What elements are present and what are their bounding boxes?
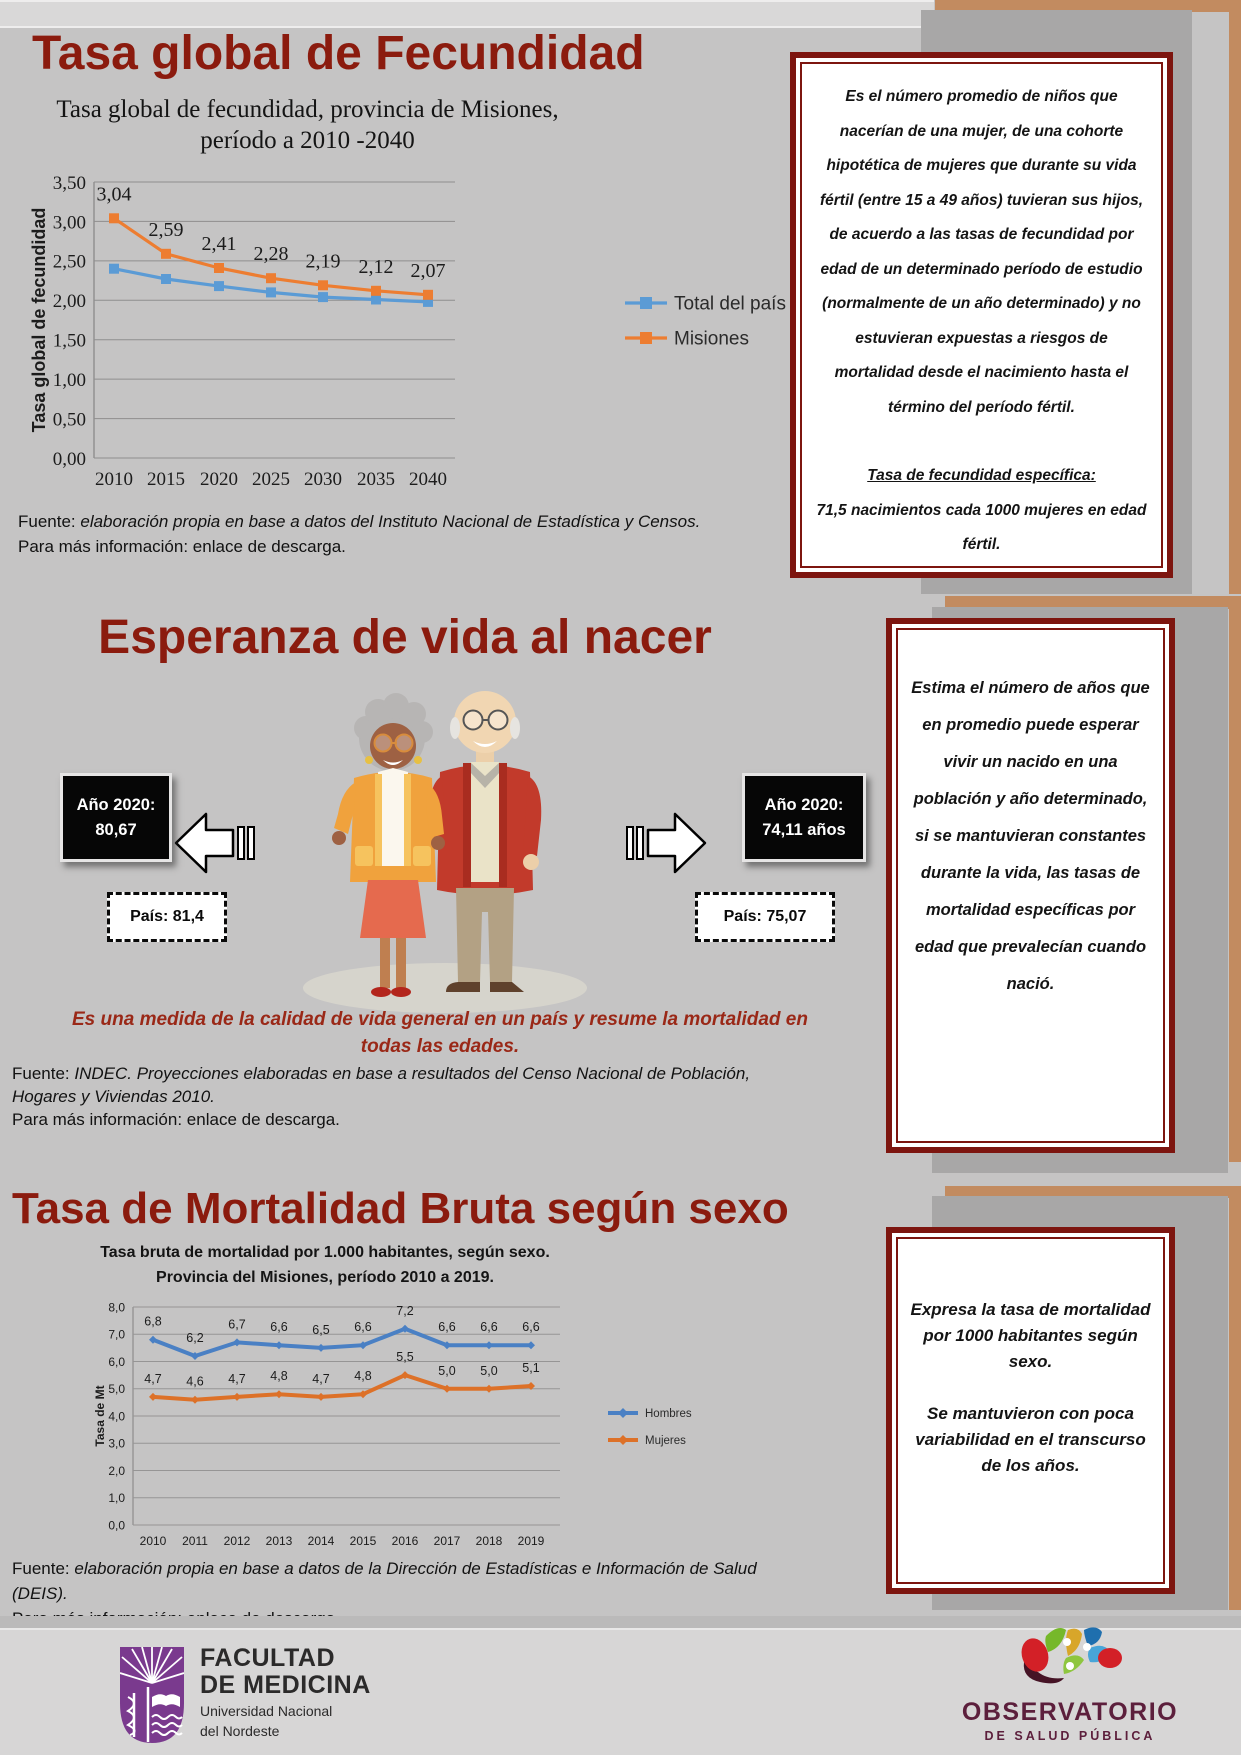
fertility-chart-title (0, 94, 615, 156)
svg-text:Tasa global de fecundidad: Tasa global de fecundidad (29, 207, 49, 433)
observatorio-logo (950, 1622, 1190, 1744)
left-country-box (107, 892, 227, 942)
svg-text:Misiones: Misiones (674, 328, 749, 350)
observatorio-line1: OBSERVATORIO (961, 1698, 1179, 1726)
fertility-chart-title-line1: Tasa global de fecundidad, provincia de Misiones, (56, 96, 559, 123)
facultad-sub2: del Nordeste (200, 1723, 280, 1739)
svg-text:2018: 2018 (475, 1534, 503, 1548)
svg-text:1,00: 1,00 (52, 369, 86, 391)
download-link: enlace de descarga. (192, 537, 346, 556)
svg-text:7,0: 7,0 (108, 1327, 125, 1342)
svg-text:5,1: 5,1 (522, 1361, 540, 1375)
svg-text:4,8: 4,8 (354, 1369, 372, 1384)
facultad-shield-icon (118, 1645, 186, 1745)
more-info-label: Para más información: (12, 1110, 187, 1129)
svg-text:2013: 2013 (265, 1534, 293, 1548)
mortalidad-line-chart (88, 1292, 748, 1554)
svg-text:2017: 2017 (433, 1534, 461, 1548)
mortality-chart-title-line2: Provincia del Misiones, período 2010 a 2019. (156, 1269, 494, 1286)
svg-text:5,0: 5,0 (438, 1363, 456, 1378)
mortality-info-panel (886, 1227, 1175, 1594)
svg-text:5,5: 5,5 (396, 1350, 414, 1365)
facultad-sub1: Universidad Nacional (200, 1703, 333, 1719)
source-label: Fuente: (12, 1559, 75, 1578)
svg-text:2010: 2010 (95, 469, 133, 490)
svg-text:2,50: 2,50 (52, 251, 86, 273)
mortality-trend-text: Se mantuvieron con poca variabilidad en el transcurso de los años. (915, 1404, 1146, 1475)
svg-text:Total del país: Total del país (674, 293, 786, 315)
facultad-line1: FACULTAD (200, 1644, 335, 1672)
fertility-chart-title-line2: período a 2010 -2040 (200, 127, 415, 154)
svg-text:0,00: 0,00 (52, 448, 86, 470)
right-arrow-icon (620, 806, 708, 880)
section-divider-2 (0, 0, 932, 28)
svg-text:1,0: 1,0 (108, 1491, 125, 1506)
svg-text:2,07: 2,07 (410, 259, 446, 282)
left-country-value: País: 81,4 (130, 908, 204, 925)
svg-text:7,2: 7,2 (396, 1303, 414, 1318)
svg-text:5,0: 5,0 (480, 1363, 498, 1378)
left-arrow-icon (173, 806, 261, 880)
svg-text:2,00: 2,00 (52, 291, 86, 313)
svg-text:2035: 2035 (357, 469, 395, 490)
fecundidad-line-chart (25, 150, 790, 495)
left-year-box (60, 773, 172, 862)
source-text: INDEC. Proyecciones elaboradas en base a resultados del Censo Nacional de Población, Hogares y Viviendas 2010. (12, 1064, 751, 1106)
fertility-source (18, 509, 788, 559)
observatorio-line2: DE SALUD PÚBLICA (984, 1729, 1156, 1743)
life-expectancy-info-panel (886, 618, 1175, 1153)
svg-text:6,6: 6,6 (270, 1320, 288, 1335)
source-text: elaboración propia en base a datos de la Dirección de Estadísticas e Información de Salud (DEIS). (12, 1559, 757, 1603)
svg-text:6,5: 6,5 (312, 1322, 330, 1337)
life-expectancy-definition-text: Estima el número de años que en promedio puede esperar vivir un nacido en una población y año determinado, si se mantuvieran constantes durante la vida, las tasas de mortalidad específicas por edad que prevalecían cuando nació. (911, 679, 1150, 993)
man-figure (430, 691, 541, 992)
right-year-box (742, 773, 866, 862)
svg-text:Mujeres: Mujeres (645, 1435, 686, 1448)
mortality-chart-title-line1: Tasa bruta de mortalidad por 1.000 habitantes, según sexo. (100, 1244, 550, 1261)
mortality-chart-title (0, 1240, 650, 1290)
svg-text:4,7: 4,7 (312, 1371, 330, 1386)
facultad-line2: DE MEDICINA (200, 1671, 371, 1699)
svg-text:2040: 2040 (409, 469, 447, 490)
life-expectancy-heading: Esperanza de vida al nacer (98, 611, 712, 664)
left-year-label: Año 2020: (76, 795, 156, 814)
observatorio-brain-icon (1018, 1622, 1122, 1692)
svg-text:3,50: 3,50 (52, 172, 86, 194)
svg-text:2012: 2012 (223, 1534, 251, 1548)
svg-text:Tasa de Mt: Tasa de Mt (93, 1385, 107, 1447)
right-year-value: 74,11 años (762, 820, 846, 839)
woman-figure (332, 693, 445, 997)
svg-text:4,6: 4,6 (186, 1374, 204, 1389)
svg-text:3,00: 3,00 (52, 212, 86, 234)
svg-text:6,6: 6,6 (354, 1320, 372, 1335)
left-year-value: 80,67 (95, 820, 137, 839)
svg-text:0,50: 0,50 (52, 409, 86, 431)
svg-text:6,2: 6,2 (186, 1331, 204, 1345)
svg-text:2015: 2015 (349, 1534, 377, 1548)
svg-text:4,7: 4,7 (228, 1371, 246, 1386)
fertility-definition-text: Es el número promedio de niños que nacerían de una mujer, de una cohorte hipotética de mujeres que durante su vida fértil (entre 15 a 49 años) tuvieran sus hijos, de acuerdo a las tasas de fecundidad por edad de un determinado período de estudio (normalmente de un año determinado) y no estuvieran expuestas a riesgos de mortalidad desde el nacimiento hasta el término del período fértil. (819, 88, 1144, 416)
right-country-value: País: 75,07 (723, 908, 807, 925)
mortality-heading: Tasa de Mortalidad Bruta según sexo (12, 1184, 789, 1233)
svg-text:2020: 2020 (200, 469, 238, 490)
svg-text:2030: 2030 (304, 469, 342, 490)
source-label: Fuente: (12, 1064, 75, 1083)
svg-text:2011: 2011 (182, 1534, 208, 1548)
svg-text:2014: 2014 (307, 1534, 335, 1548)
svg-text:6,6: 6,6 (438, 1320, 456, 1335)
svg-text:4,0: 4,0 (108, 1409, 125, 1424)
fertility-info-panel (790, 52, 1173, 578)
svg-text:3,04: 3,04 (96, 183, 132, 206)
svg-text:6,8: 6,8 (144, 1314, 162, 1329)
tan-accent-bar-right-3 (1229, 1186, 1241, 1610)
svg-text:2,28: 2,28 (253, 243, 289, 266)
svg-text:2,0: 2,0 (108, 1463, 125, 1478)
svg-text:6,6: 6,6 (522, 1320, 540, 1335)
svg-text:6,0: 6,0 (108, 1354, 125, 1369)
life-expectancy-caption: Es una medida de la calidad de vida general en un país y resume la mortalidad en todas las edades. (72, 1009, 808, 1057)
download-link: enlace de descarga. (186, 1110, 340, 1129)
svg-text:Hombres: Hombres (645, 1408, 692, 1421)
right-country-box (695, 892, 835, 942)
facultad-medicina-logo (118, 1645, 371, 1745)
svg-text:4,7: 4,7 (144, 1371, 162, 1386)
svg-text:2019: 2019 (517, 1534, 545, 1548)
fertility-heading: Tasa global de Fecundidad (32, 27, 645, 80)
fertility-specific-rate-value: 71,5 nacimientos cada 1000 mujeres en edad fértil. (816, 501, 1147, 553)
svg-text:2,59: 2,59 (148, 218, 184, 241)
life-expectancy-source (12, 1062, 800, 1131)
svg-text:2,19: 2,19 (305, 250, 341, 273)
svg-text:1,50: 1,50 (52, 330, 86, 352)
svg-text:5,0: 5,0 (108, 1382, 125, 1397)
svg-text:3,0: 3,0 (108, 1436, 125, 1451)
right-year-label: Año 2020: (764, 795, 844, 814)
tan-accent-bar-right-2 (1229, 596, 1241, 1162)
svg-text:2,41: 2,41 (201, 233, 237, 255)
svg-text:2015: 2015 (147, 469, 185, 490)
elderly-couple-illustration (290, 650, 590, 1015)
svg-text:4,8: 4,8 (270, 1369, 288, 1384)
svg-text:2,12: 2,12 (358, 255, 394, 278)
svg-text:6,6: 6,6 (480, 1320, 498, 1335)
svg-text:2016: 2016 (391, 1534, 419, 1548)
source-text: elaboración propia en base a datos del Instituto Nacional de Estadística y Censos. (80, 512, 701, 531)
svg-text:0,0: 0,0 (108, 1518, 125, 1533)
svg-text:2010: 2010 (139, 1534, 167, 1548)
svg-text:6,7: 6,7 (228, 1317, 246, 1332)
fertility-specific-rate-title: Tasa de fecundidad específica: (867, 467, 1096, 484)
svg-text:2025: 2025 (252, 469, 290, 490)
source-label: Fuente: (18, 512, 81, 531)
tan-accent-bar-right-1 (1229, 0, 1241, 594)
more-info-label: Para más información: (18, 537, 193, 556)
mortality-definition-text: Expresa la tasa de mortalidad por 1000 habitantes según sexo. (910, 1300, 1151, 1371)
svg-text:8,0: 8,0 (108, 1300, 125, 1315)
